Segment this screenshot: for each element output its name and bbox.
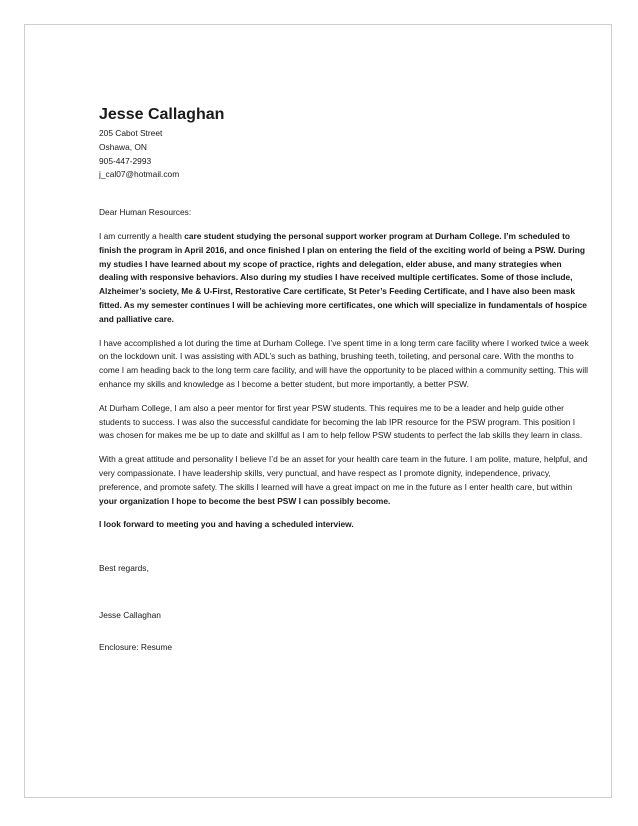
- paragraph-2-text: I have accomplished a lot during the time at Durham College. I’ve spent time in a long term care facility where I worked twice a week on the lockdown unit. I was assisting with ADL’s such as bathing, brushing teeth, toileting, and personal care. With the months to come I am heading back to the long term care facility, and will have the opportunity to be placed within a community setting. This will enhance my skills and knowledge as I become a better student, but more importantly, a better PSW.: [99, 337, 589, 389]
- paragraph-4-text: With a great attitude and personality I believe I’d be an asset for your health care team in the future. I am polite, mature, helpful, and very compassionate. I have leadership skills, very punctual, and have respect as I promote dignity, independence, privacy, preference, and promote safety. The skills I learned will have a great impact on me in the future as I enter health care, but within: [99, 454, 588, 492]
- paragraph-1-bold-text: care student studying the personal support worker program at Durham College. I’m scheduled to finish the program in April 2016, and once finished I plan on entering the field of the exciting world of being a PSW. During my studies I have learned about my scope of practice, rights and delegation, elder abuse, and many strategies when dealing with responsive behaviors. Also during my studies I have received multiple certificates. Some of those include, Alzheimer’s society, Me & U-First, Restorative Care certificate, St Peter’s Feeding Certificate, and I have also been mask fitted. As my semester continues I will be achieving more certificates, one which will specialize in fundamentals of hospice and palliative care.: [99, 230, 587, 324]
- letter-body: [99, 105, 589, 655]
- address-street: 205 Cabot Street: [99, 128, 163, 138]
- address-phone: 905-447-2993: [99, 155, 152, 166]
- paragraph-5-text: I look forward to meeting you and having a scheduled interview.: [99, 519, 354, 530]
- paragraph-5: [99, 518, 589, 532]
- letter-page: [24, 24, 612, 798]
- signature-name: Jesse Callaghan: [99, 609, 161, 620]
- address-email: j_cal07@hotmail.com: [99, 169, 180, 180]
- address-city: Oshawa, ON: [99, 141, 147, 152]
- paragraph-2: [99, 337, 589, 392]
- closing: Best regards,: [99, 563, 149, 574]
- paragraph-4-bold-text: your organization I hope to become the best PSW I can possibly become.: [99, 495, 391, 506]
- sender-name: Jesse Callaghan: [99, 106, 225, 123]
- paragraph-1: [99, 230, 589, 327]
- paragraph-4: [99, 453, 589, 508]
- enclosure: Enclosure: Resume: [99, 641, 173, 652]
- paragraph-3-text: At Durham College, I am also a peer mentor for first year PSW students. This requires me to be a leader and help guide other students to success. I was also the successful candidate for becoming the lab IPR resource for the PSW program. This position I was chosen for makes me be up to date and skillful as I am to help fellow PSW students to perfect the lab skills they learn in class.: [99, 402, 583, 441]
- paragraph-3: [99, 402, 589, 443]
- salutation: Dear Human Resources:: [99, 207, 192, 218]
- paragraph-1-text: I am currently a health: [99, 230, 185, 241]
- sender-address: [99, 127, 589, 182]
